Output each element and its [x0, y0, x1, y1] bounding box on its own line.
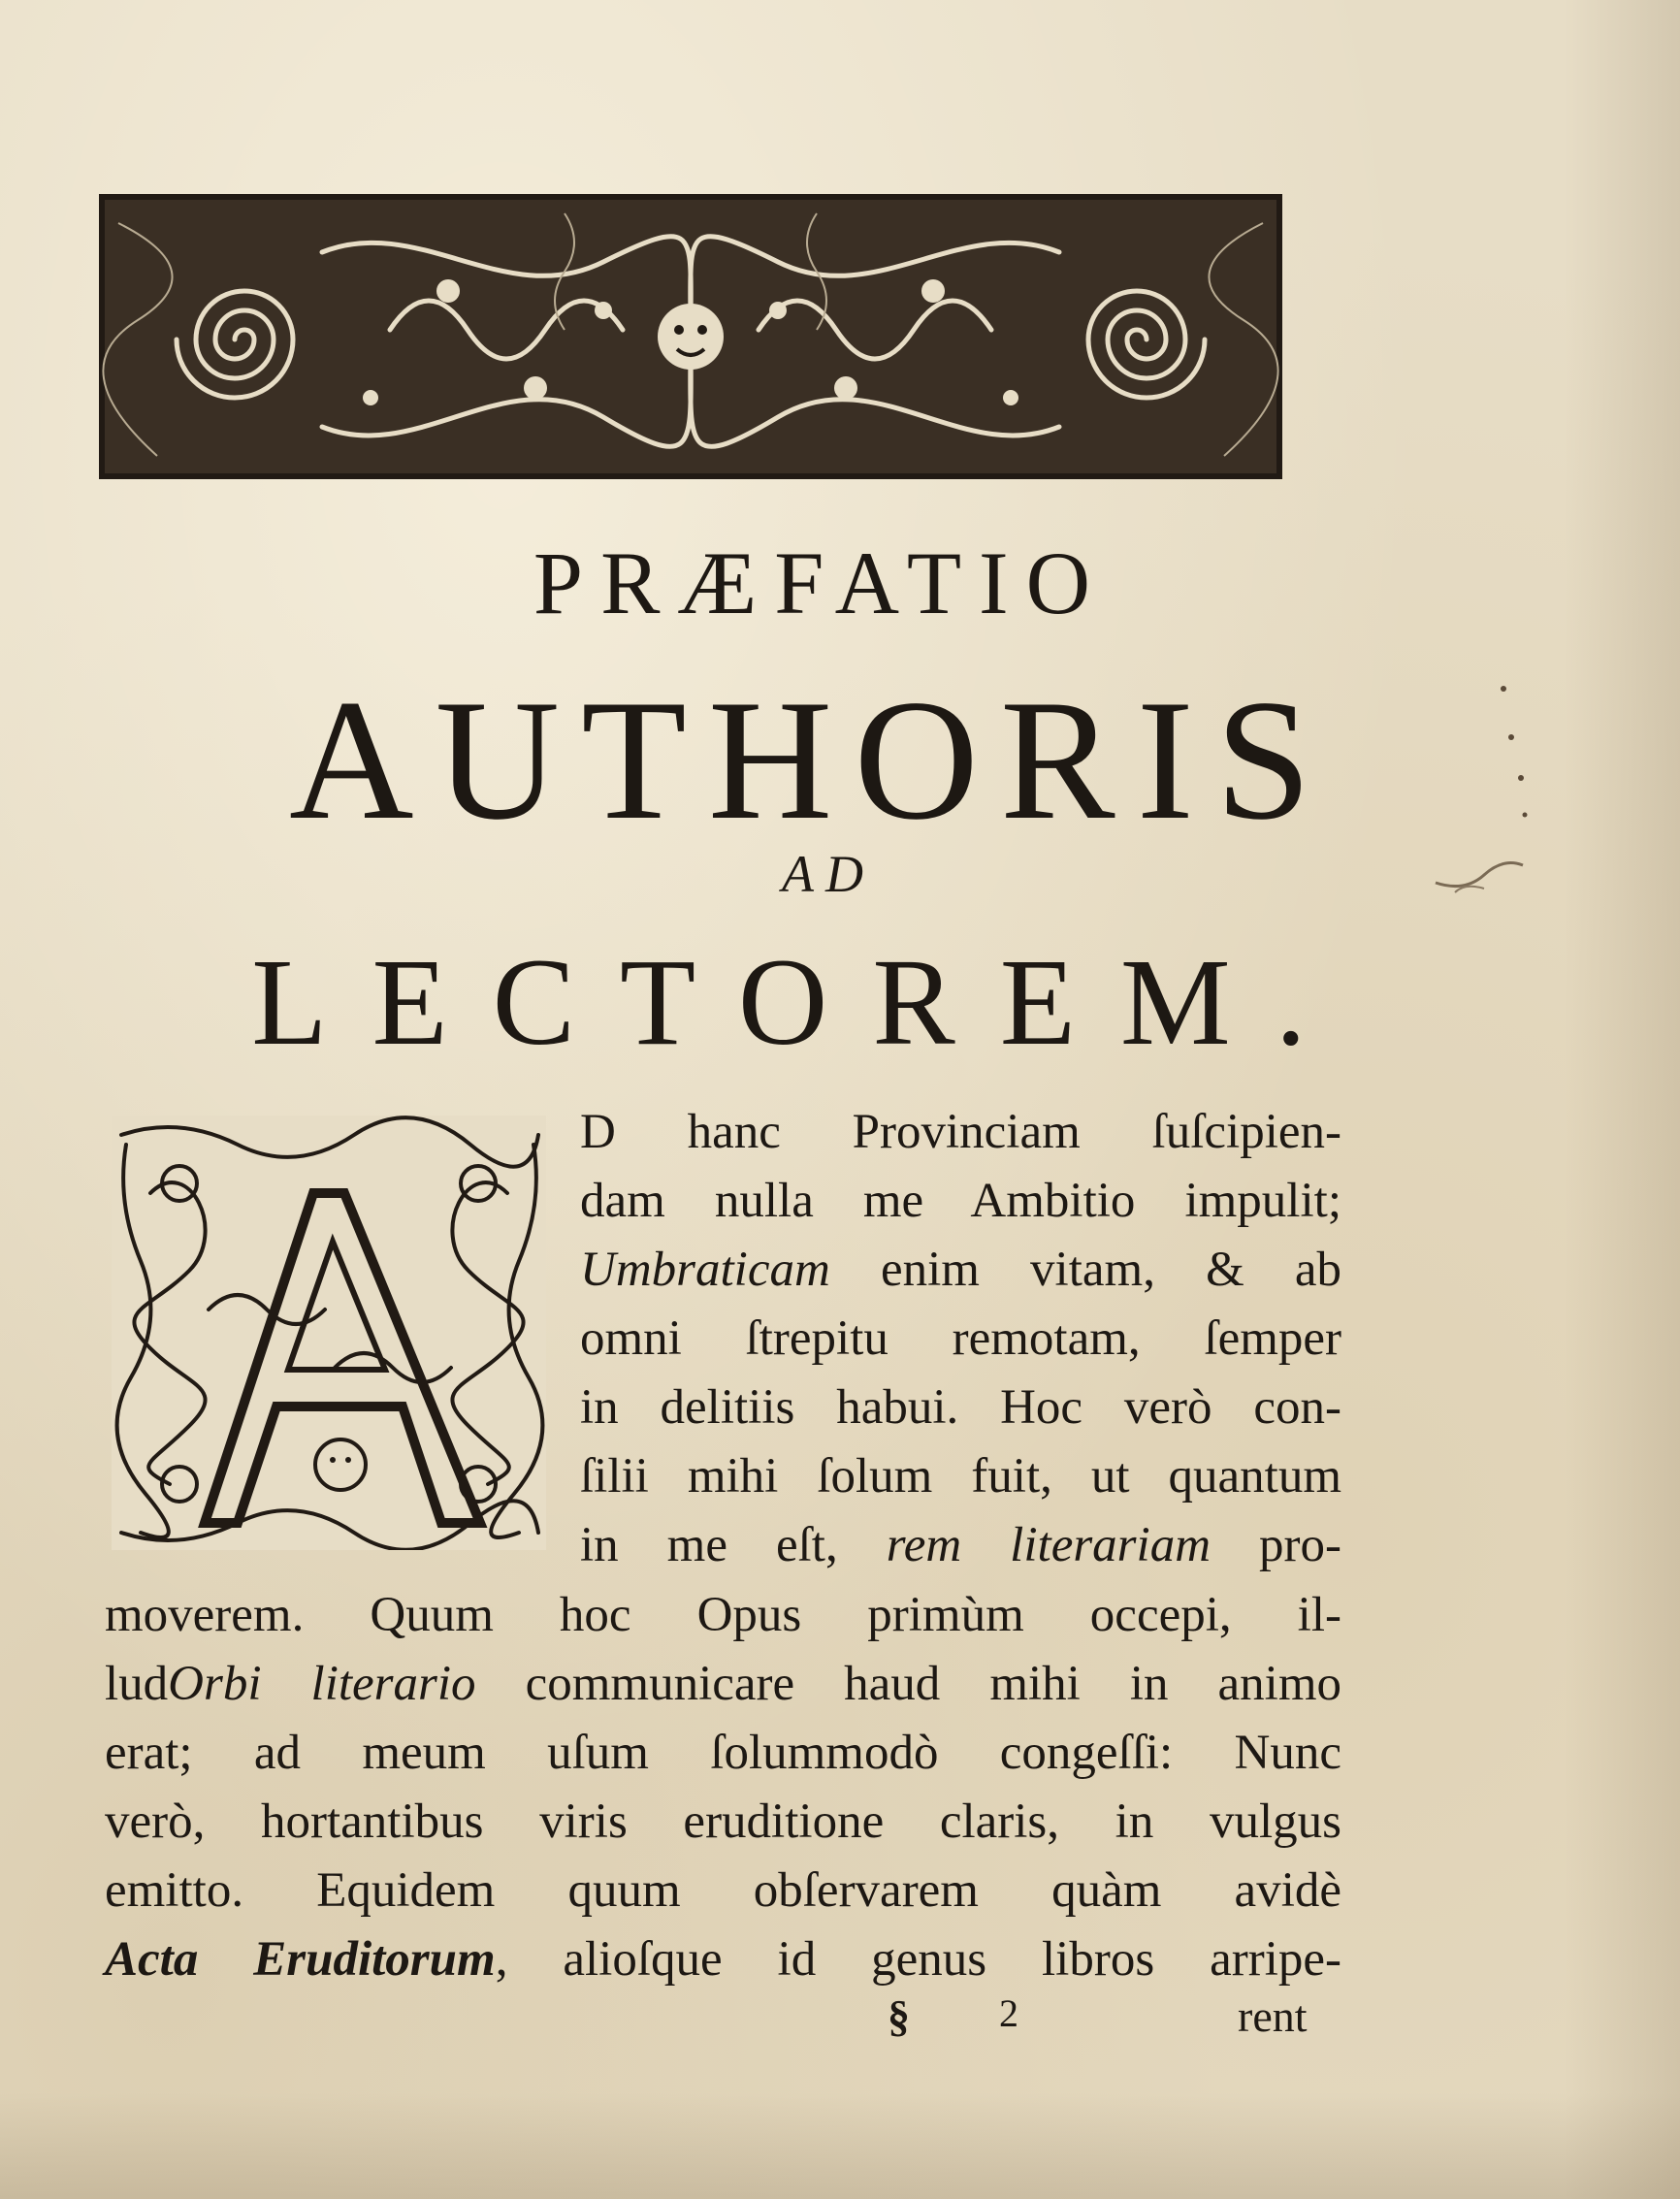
- decorated-initial: [112, 1116, 546, 1550]
- italic-phrase: rem literariam: [886, 1518, 1212, 1572]
- text-line: moverem. Quum hoc Opus primùm occepi, il-: [105, 1588, 1341, 1642]
- catchword: rent: [1238, 1991, 1308, 2041]
- text-line: ſilii mihi ſolum fuit, ut quantum: [580, 1449, 1341, 1504]
- text-line: dam nulla me Ambitio impulit;: [580, 1174, 1341, 1228]
- text-fragment: enim vitam, & ab: [880, 1243, 1341, 1297]
- title-lectorem: LECTOREM.: [251, 933, 1351, 1071]
- text-column-full: [105, 1581, 1341, 1994]
- page-bottom-shadow: [0, 2092, 1680, 2199]
- text-fragment: communicare haud mihi in animo: [525, 1657, 1342, 1711]
- text-line: [105, 1650, 1341, 1719]
- text-line: [580, 1511, 1341, 1580]
- text-column-beside-initial: [580, 1098, 1341, 1580]
- text-fragment: , alioſque id genus libros arripe-: [495, 1932, 1341, 1987]
- text-fragment: pro-: [1259, 1518, 1342, 1572]
- signature-mark: §: [888, 1991, 910, 2041]
- italic-phrase: Umbraticam: [580, 1243, 830, 1297]
- text-fragment: lud: [105, 1657, 169, 1711]
- text-line: D hanc Provinciam ſuſcipien-: [580, 1105, 1341, 1159]
- title-authoris: AUTHORIS: [289, 663, 1333, 856]
- text-line: verò, hortantibus viris eruditione claris, in vulgus: [105, 1795, 1341, 1849]
- paper-stain-marks: [1397, 669, 1552, 922]
- text-line: emitto. Equidem quum obſervarem quàm avidè: [105, 1863, 1341, 1918]
- signature-number: 2: [999, 1991, 1018, 2035]
- text-line: omni ſtrepitu remotam, ſemper: [580, 1311, 1341, 1366]
- italic-phrase: Orbi literario: [168, 1657, 476, 1711]
- title-ad: AD: [782, 845, 875, 903]
- italic-phrase: Acta Eruditorum: [105, 1932, 496, 1987]
- text-line: in delitiis habui. Hoc verò con-: [580, 1380, 1341, 1435]
- page-edge-shadow: [1564, 0, 1680, 2199]
- title-praefatio: PRÆFATIO: [533, 534, 1109, 632]
- woodcut-headpiece: [99, 194, 1282, 479]
- text-line: [580, 1236, 1341, 1305]
- text-line: erat; ad meum uſum ſolummodò congeſſi: Nunc: [105, 1726, 1341, 1780]
- text-line: [105, 1925, 1341, 1994]
- text-fragment: in me eſt,: [580, 1518, 838, 1572]
